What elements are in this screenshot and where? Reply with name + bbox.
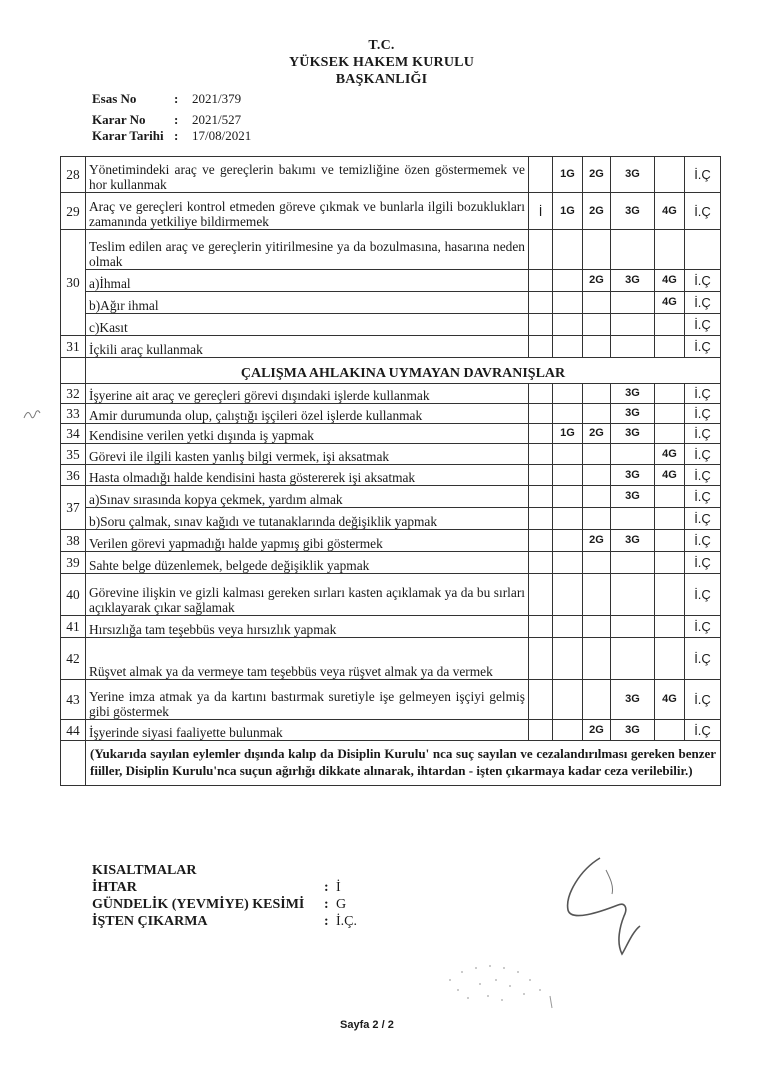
table-row: 41 Hırsızlığa tam teşebbüs veya hırsızlık yapmak İ.Ç <box>61 616 721 638</box>
table-row: 39 Sahte belge düzenlemek, belgede değişiklik yapmak İ.Ç <box>61 552 721 574</box>
table-row: 28 Yönetimindeki araç ve gereçlerin bakımı ve temizliğine özen göstermemek ve hor kullanmak 1G 2G 3G İ.Ç <box>61 157 721 193</box>
abbreviations <box>92 862 357 930</box>
case-meta <box>92 91 251 144</box>
table-row: 44 İşyerinde siyasi faaliyette bulunmak 2G 3G İ.Ç <box>61 720 721 741</box>
signature-icon <box>540 850 680 960</box>
table-row: 33 Amir durumunda olup, çalıştığı işçileri özel işlerde kullanmak 3G İ.Ç <box>61 404 721 424</box>
meta-karar-tarihi: Karar Tarihi : 17/08/2021 <box>92 128 252 143</box>
meta-karar: Karar No : 2021/527 <box>92 112 242 127</box>
table-row: 30 Teslim edilen araç ve gereçlerin yitirilmesine ya da bozulmasına, hasarına neden olmak <box>61 230 721 270</box>
table-row: 42 Rüşvet almak ya da vermeye tam teşebbüs veya rüşvet almak ya da vermek İ.Ç <box>61 638 721 680</box>
table-row: 38 Verilen görevi yapmadığı halde yapmış gibi göstermek 2G 3G İ.Ç <box>61 530 721 552</box>
abbreviations-title: KISALTMALAR <box>92 863 197 878</box>
header-institution: YÜKSEK HAKEM KURULU <box>288 55 475 70</box>
section-title: ÇALIŞMA AHLAKINA UYMAYAN DAVRANIŞLAR <box>86 358 721 384</box>
note-row <box>61 741 721 786</box>
table-row: 31 İçkili araç kullanmak İ.Ç <box>61 336 721 358</box>
table-row: 37 a)Sınav sırasında kopya çekmek, yardım almak 3G İ.Ç <box>61 486 721 508</box>
stamp-icon <box>430 950 570 1010</box>
disciplinary-note: (Yukarıda sayılan eylemler dışında kalıp da Disiplin Kurulu' nca suç sayılan ve cezalandırılması gereken benzer fiiller, Disiplin Kurulu'nca suçun ağırlığı dikkate alınarak, ihtardan - işten çıkarmaya kadar ceza verilebilir.) <box>86 741 721 786</box>
table-row: 32 İşyerine ait araç ve gereçleri görevi dışındaki işlerde kullanmak 3G İ.Ç <box>61 384 721 404</box>
margin-pen-mark <box>22 406 42 424</box>
abbr-item: İŞTEN ÇIKARMA : İ.Ç. <box>92 914 357 929</box>
abbr-item: İHTAR : İ <box>92 880 341 895</box>
table-row: a)İhmal 2G 3G 4G İ.Ç <box>61 270 721 292</box>
table-row: b)Soru çalmak, sınav kağıdı ve tutanaklarında değişiklik yapmak İ.Ç <box>61 508 721 530</box>
table-row: b)Ağır ihmal 4G İ.Ç <box>61 292 721 314</box>
table-row: 34 Kendisine verilen yetki dışında iş yapmak 1G 2G 3G İ.Ç <box>61 424 721 444</box>
table-row: 29 Araç ve gereçleri kontrol etmeden göreve çıkmak ve bunlarla ilgili bozuklukları zamanında yetkiliye bildirmemek İ 1G 2G 3G 4G İ.Ç <box>61 193 721 230</box>
page-number: Sayfa 2 / 2 <box>340 1019 394 1031</box>
table-row: 40 Görevine ilişkin ve gizli kalması gereken sırları kasten açıklamak ya da bu sırları açıklayarak çıkar sağlamak İ.Ç <box>61 574 721 616</box>
header-office: BAŞKANLIĞI <box>335 72 428 87</box>
meta-esas: Esas No : 2021/379 <box>92 91 242 106</box>
table-row: 35 Görevi ile ilgili kasten yanlış bilgi vermek, işi aksatmak 4G İ.Ç <box>61 444 721 465</box>
header-tc: T.C. <box>368 38 395 53</box>
table-row: 36 Hasta olmadığı halde kendisini hasta göstererek işi aksatmak 3G 4G İ.Ç <box>61 465 721 486</box>
penalty-table <box>60 156 721 786</box>
table-row: 43 Yerine imza atmak ya da kartını bastırmak suretiyle işe gelmeyen işçiyi gelmiş gibi göstermek 3G 4G İ.Ç <box>61 680 721 720</box>
abbr-item: GÜNDELİK (YEVMİYE) KESİMİ : G <box>92 897 347 912</box>
table-row: c)Kasıt İ.Ç <box>61 314 721 336</box>
section-heading-row <box>61 358 721 384</box>
